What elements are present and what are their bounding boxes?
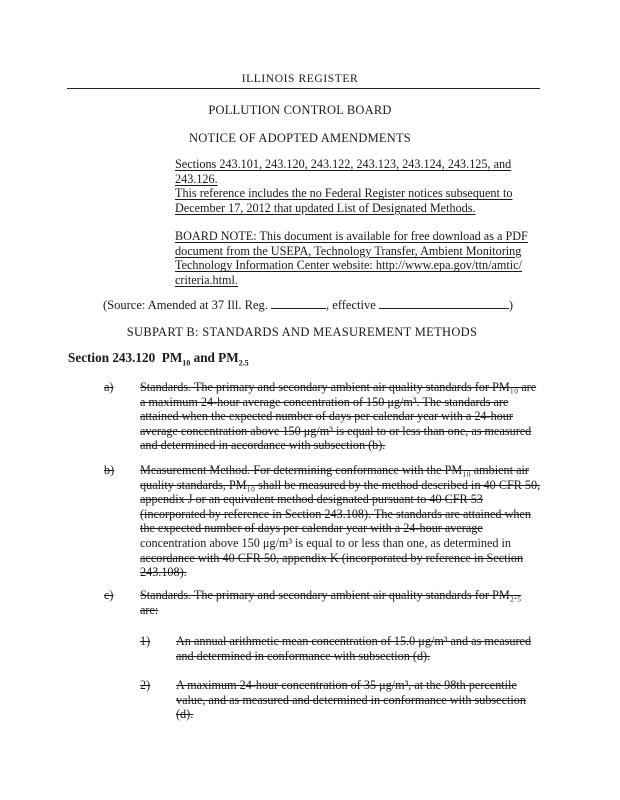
para-line: concentration above 150 μg/m³ is equal to or less than one, as determined in [140, 535, 511, 550]
section-pm: PM [161, 350, 183, 365]
para-line: quality standards, PM₁₀ shall be measured by the method described in 40 CFR 50, [140, 477, 541, 492]
source-line [103, 298, 513, 313]
para-c-text [140, 588, 540, 617]
para-b-text [140, 463, 540, 580]
para-line: and determined in conformance with subsection (d). [176, 648, 431, 663]
item-2-label: 2) [140, 678, 151, 692]
section-heading [68, 350, 249, 366]
source-suffix: ) [508, 298, 514, 312]
amended-sections-note [175, 157, 525, 215]
source-prefix: (Source: Amended at 37 Ill. Reg. [103, 298, 272, 312]
item-1-label: 1) [140, 634, 151, 648]
para-line: Standards. The primary and secondary ambient air quality standards for PM₂.₅ [140, 588, 522, 602]
note-line: This reference includes the no Federal Register notices subsequent to [175, 186, 513, 201]
section-and: and PM [190, 350, 239, 365]
para-a-label: a) [104, 380, 114, 394]
para-line: 243.108). [140, 565, 187, 580]
note-line: Sections 243.101, 243.120, 243.122, 243.123, 243.124, 243.125, and [175, 157, 512, 171]
reg-blank [271, 298, 326, 309]
subpart-heading: SUBPART B: STANDARDS AND MEASUREMENT METHODS [126, 325, 478, 339]
note-line: document from the USEPA, Technology Transfer, Ambient Monitoring [175, 243, 522, 258]
note-line: criteria.html. [175, 272, 238, 287]
para-line: (d). [176, 707, 194, 722]
section-number: Section 243.120 [68, 350, 156, 365]
header-rule [67, 88, 540, 89]
para-line: (incorporated by reference in Section 243.108). The standards are attained when [140, 506, 531, 521]
para-b-label: b) [104, 463, 115, 477]
para-line: and determined in accordance with subsection (b). [140, 438, 386, 453]
para-line: appendix J or an equivalent method designated pursuant to 40 CFR 53 [140, 492, 483, 507]
para-line: Measurement Method. For determining conformance with the PM₁₀ ambient air [140, 463, 529, 477]
item-1-text [176, 634, 536, 663]
para-line: a maximum 24-hour average concentration of 150 μg/m³. The standards are [140, 394, 509, 409]
para-line: attained when the expected number of days per calendar year with a 24-hour [140, 409, 513, 424]
note-line: December 17, 2012 that updated List of Designated Methods. [175, 200, 476, 215]
board-note [175, 229, 528, 287]
section-sub25: 2.5 [238, 358, 249, 368]
note-line: Technology Information Center website: http://www.epa.gov/ttn/amtic/ [175, 258, 522, 273]
register-header: ILLINOIS REGISTER [241, 73, 359, 85]
para-line: Standards. The primary and secondary ambient air quality standards for PM₁₀ are [140, 380, 537, 394]
para-line: A maximum 24-hour concentration of 35 μg/m³, at the 98th percentile [176, 678, 517, 692]
para-c-label: c) [104, 588, 114, 602]
para-line: the expected number of days per calendar year with a 24-hour average [140, 521, 483, 536]
para-line: accordance with 40 CFR 50, appendix K (incorporated by reference in Section [140, 550, 524, 565]
section-sub10: 10 [182, 358, 191, 368]
para-line: average concentration above 150 μg/m³ is equal to or less than one, as measured [140, 423, 532, 438]
para-line: value, and as measured and determined in conformance with subsection [176, 692, 526, 707]
para-line: are: [140, 602, 159, 617]
item-2-text [176, 678, 536, 722]
note-line: 243.126. [175, 171, 218, 186]
note-line: BOARD NOTE: This document is available for free download as a PDF [175, 229, 528, 243]
effective-blank [379, 298, 509, 309]
board-title: POLLUTION CONTROL BOARD [208, 103, 392, 117]
notice-title: NOTICE OF ADOPTED AMENDMENTS [189, 131, 411, 145]
source-middle: , effective [326, 298, 379, 312]
para-line: An annual arithmetic mean concentration of 15.0 μg/m³ and as measured [176, 634, 532, 648]
para-a-text [140, 380, 540, 453]
